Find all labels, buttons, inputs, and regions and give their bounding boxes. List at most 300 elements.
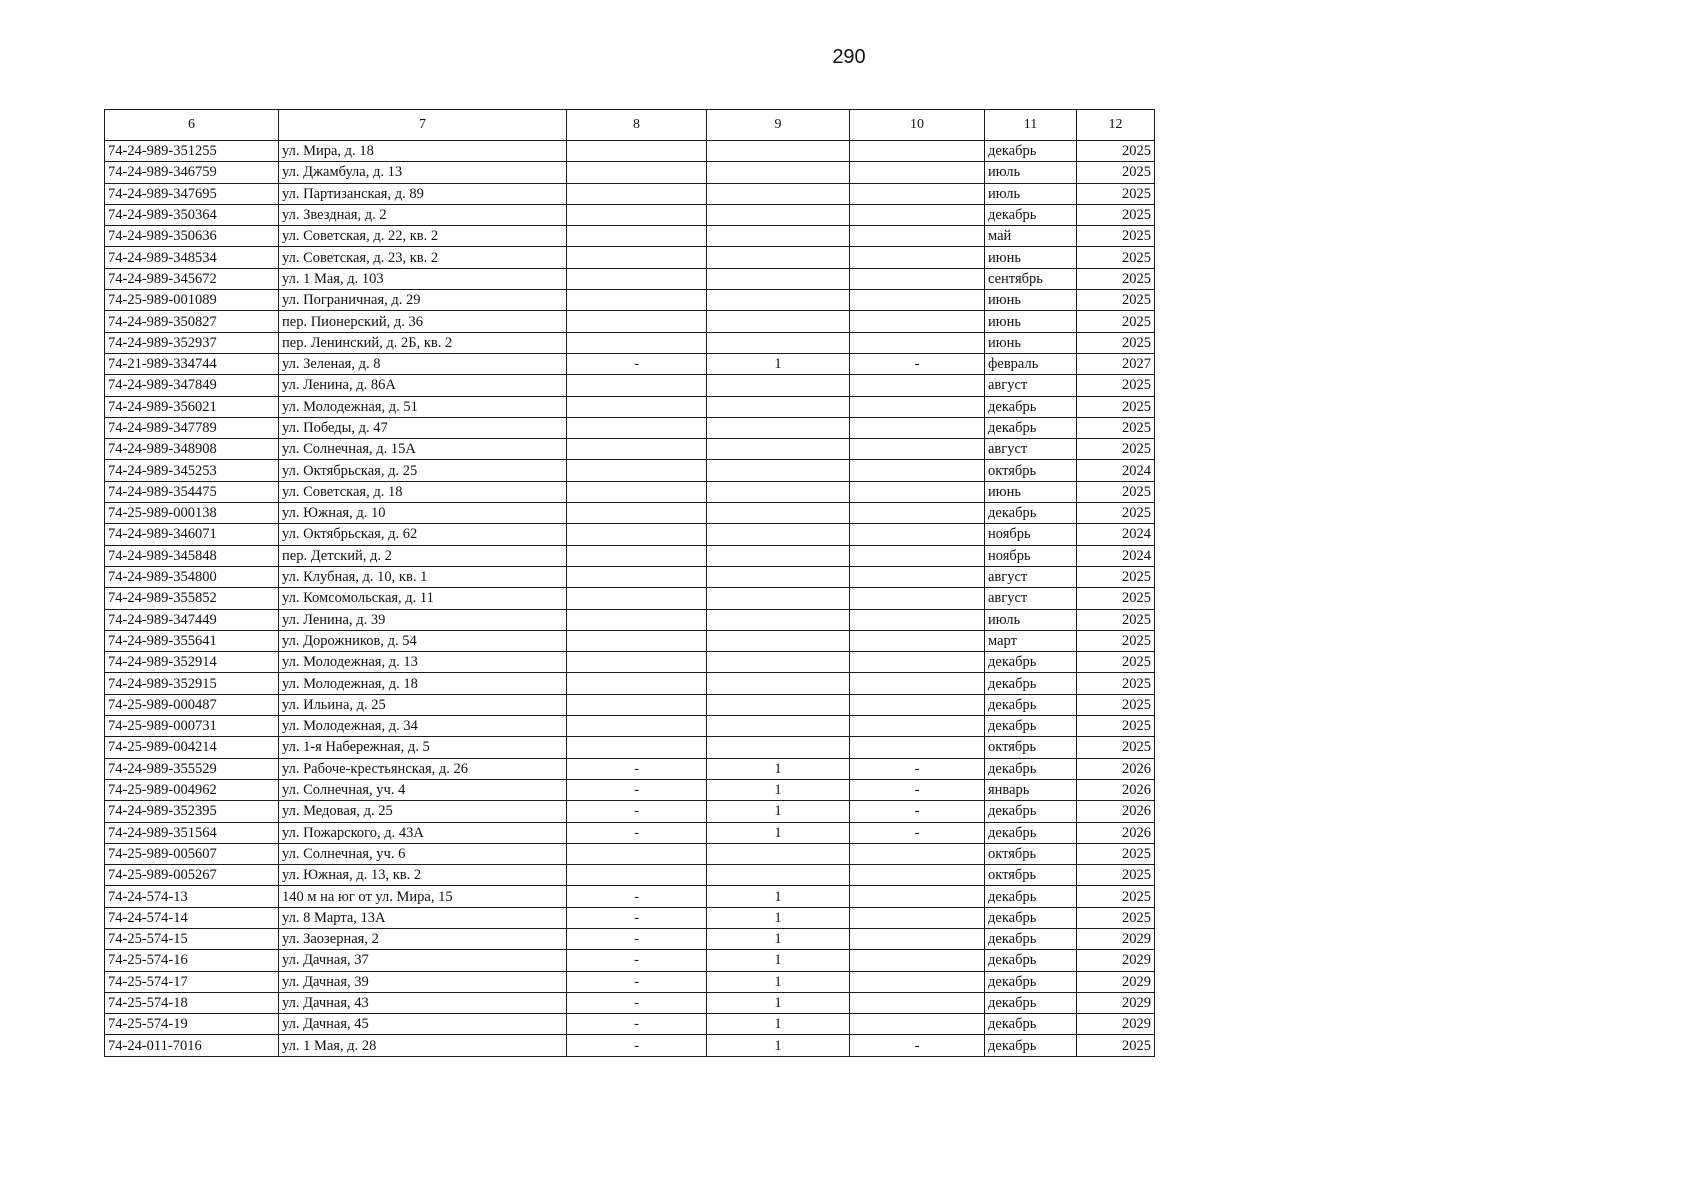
column-9-cell bbox=[707, 503, 850, 524]
cadastral-number-cell: 74-24-989-354800 bbox=[105, 566, 279, 587]
cadastral-number-cell: 74-25-989-000731 bbox=[105, 716, 279, 737]
column-9-cell: 1 bbox=[707, 1035, 850, 1056]
column-9-cell bbox=[707, 843, 850, 864]
column-9-cell bbox=[707, 865, 850, 886]
address-cell: ул. Партизанская, д. 89 bbox=[279, 183, 567, 204]
column-10-cell bbox=[850, 524, 985, 545]
month-cell: октябрь bbox=[985, 843, 1077, 864]
cadastral-number-cell: 74-24-989-356021 bbox=[105, 396, 279, 417]
column-10-cell bbox=[850, 311, 985, 332]
column-8-cell bbox=[567, 417, 707, 438]
cadastral-number-cell: 74-24-989-347695 bbox=[105, 183, 279, 204]
table-row bbox=[105, 950, 1155, 971]
column-8-cell bbox=[567, 332, 707, 353]
month-cell: июль bbox=[985, 183, 1077, 204]
month-cell: декабрь bbox=[985, 204, 1077, 225]
month-cell: август bbox=[985, 588, 1077, 609]
column-9-cell: 1 bbox=[707, 353, 850, 374]
cadastral-number-cell: 74-24-989-345253 bbox=[105, 460, 279, 481]
cadastral-number-cell: 74-25-989-000138 bbox=[105, 503, 279, 524]
column-10-cell bbox=[850, 204, 985, 225]
column-8-cell: - bbox=[567, 992, 707, 1013]
year-cell: 2029 bbox=[1077, 971, 1155, 992]
month-cell: декабрь bbox=[985, 928, 1077, 949]
column-8-cell: - bbox=[567, 907, 707, 928]
column-10-cell bbox=[850, 652, 985, 673]
data-table bbox=[104, 109, 1155, 1057]
column-8-cell: - bbox=[567, 779, 707, 800]
address-cell: ул. Рабоче-крестьянская, д. 26 bbox=[279, 758, 567, 779]
column-9-cell bbox=[707, 481, 850, 502]
cadastral-number-cell: 74-24-989-347449 bbox=[105, 609, 279, 630]
address-cell: ул. Комсомольская, д. 11 bbox=[279, 588, 567, 609]
column-9-cell bbox=[707, 396, 850, 417]
column-8-cell bbox=[567, 737, 707, 758]
cadastral-number-cell: 74-25-574-17 bbox=[105, 971, 279, 992]
column-8-cell bbox=[567, 204, 707, 225]
column-9-cell bbox=[707, 566, 850, 587]
cadastral-number-cell: 74-24-989-355852 bbox=[105, 588, 279, 609]
cadastral-number-cell: 74-25-574-19 bbox=[105, 1014, 279, 1035]
year-cell: 2025 bbox=[1077, 886, 1155, 907]
column-8-cell: - bbox=[567, 971, 707, 992]
table-row bbox=[105, 439, 1155, 460]
month-cell: декабрь bbox=[985, 694, 1077, 715]
cadastral-number-cell: 74-24-574-13 bbox=[105, 886, 279, 907]
year-cell: 2026 bbox=[1077, 822, 1155, 843]
table-row bbox=[105, 928, 1155, 949]
year-cell: 2025 bbox=[1077, 566, 1155, 587]
month-cell: декабрь bbox=[985, 503, 1077, 524]
table-row bbox=[105, 566, 1155, 587]
address-cell: ул. Южная, д. 10 bbox=[279, 503, 567, 524]
year-cell: 2025 bbox=[1077, 843, 1155, 864]
address-cell: ул. Победы, д. 47 bbox=[279, 417, 567, 438]
address-cell: ул. Ильина, д. 25 bbox=[279, 694, 567, 715]
table-row bbox=[105, 183, 1155, 204]
address-cell: ул. Звездная, д. 2 bbox=[279, 204, 567, 225]
header-row bbox=[105, 110, 1155, 141]
column-header: 10 bbox=[850, 110, 985, 141]
table-row bbox=[105, 460, 1155, 481]
column-header: 7 bbox=[279, 110, 567, 141]
address-cell: ул. Октябрьская, д. 25 bbox=[279, 460, 567, 481]
month-cell: декабрь bbox=[985, 652, 1077, 673]
cadastral-number-cell: 74-25-989-004962 bbox=[105, 779, 279, 800]
table-row bbox=[105, 886, 1155, 907]
column-8-cell: - bbox=[567, 353, 707, 374]
column-10-cell bbox=[850, 183, 985, 204]
column-9-cell bbox=[707, 652, 850, 673]
column-9-cell: 1 bbox=[707, 801, 850, 822]
month-cell: декабрь bbox=[985, 141, 1077, 162]
year-cell: 2025 bbox=[1077, 716, 1155, 737]
column-10-cell: - bbox=[850, 801, 985, 822]
table-row bbox=[105, 417, 1155, 438]
table-row bbox=[105, 907, 1155, 928]
column-10-cell bbox=[850, 588, 985, 609]
month-cell: декабрь bbox=[985, 950, 1077, 971]
column-9-cell bbox=[707, 268, 850, 289]
year-cell: 2025 bbox=[1077, 652, 1155, 673]
address-cell: ул. Молодежная, д. 18 bbox=[279, 673, 567, 694]
month-cell: декабрь bbox=[985, 971, 1077, 992]
address-cell: ул. 1 Мая, д. 103 bbox=[279, 268, 567, 289]
column-10-cell bbox=[850, 268, 985, 289]
cadastral-number-cell: 74-24-574-14 bbox=[105, 907, 279, 928]
year-cell: 2025 bbox=[1077, 311, 1155, 332]
column-9-cell: 1 bbox=[707, 758, 850, 779]
cadastral-number-cell: 74-24-989-348534 bbox=[105, 247, 279, 268]
column-8-cell: - bbox=[567, 950, 707, 971]
column-10-cell bbox=[850, 439, 985, 460]
month-cell: декабрь bbox=[985, 886, 1077, 907]
year-cell: 2025 bbox=[1077, 694, 1155, 715]
column-8-cell: - bbox=[567, 928, 707, 949]
cadastral-number-cell: 74-25-989-005267 bbox=[105, 865, 279, 886]
month-cell: декабрь bbox=[985, 758, 1077, 779]
column-10-cell: - bbox=[850, 758, 985, 779]
column-header: 6 bbox=[105, 110, 279, 141]
month-cell: октябрь bbox=[985, 865, 1077, 886]
table-row bbox=[105, 268, 1155, 289]
address-cell: пер. Ленинский, д. 2Б, кв. 2 bbox=[279, 332, 567, 353]
table-row bbox=[105, 652, 1155, 673]
column-8-cell bbox=[567, 865, 707, 886]
table-row bbox=[105, 865, 1155, 886]
column-10-cell bbox=[850, 865, 985, 886]
table-row bbox=[105, 822, 1155, 843]
cadastral-number-cell: 74-25-989-004214 bbox=[105, 737, 279, 758]
month-cell: февраль bbox=[985, 353, 1077, 374]
year-cell: 2025 bbox=[1077, 162, 1155, 183]
column-9-cell bbox=[707, 183, 850, 204]
column-10-cell bbox=[850, 1014, 985, 1035]
column-10-cell: - bbox=[850, 353, 985, 374]
cadastral-number-cell: 74-24-989-352915 bbox=[105, 673, 279, 694]
year-cell: 2025 bbox=[1077, 737, 1155, 758]
address-cell: ул. Молодежная, д. 51 bbox=[279, 396, 567, 417]
column-9-cell bbox=[707, 737, 850, 758]
column-8-cell bbox=[567, 268, 707, 289]
address-cell: ул. Дачная, 39 bbox=[279, 971, 567, 992]
year-cell: 2025 bbox=[1077, 226, 1155, 247]
address-cell: ул. 1-я Набережная, д. 5 bbox=[279, 737, 567, 758]
year-cell: 2025 bbox=[1077, 673, 1155, 694]
table-row bbox=[105, 971, 1155, 992]
column-8-cell bbox=[567, 141, 707, 162]
column-header: 12 bbox=[1077, 110, 1155, 141]
table-row bbox=[105, 737, 1155, 758]
month-cell: декабрь bbox=[985, 907, 1077, 928]
column-8-cell bbox=[567, 694, 707, 715]
month-cell: декабрь bbox=[985, 992, 1077, 1013]
column-10-cell bbox=[850, 162, 985, 183]
month-cell: декабрь bbox=[985, 396, 1077, 417]
cadastral-number-cell: 74-25-574-16 bbox=[105, 950, 279, 971]
month-cell: декабрь bbox=[985, 1014, 1077, 1035]
address-cell: ул. Ленина, д. 39 bbox=[279, 609, 567, 630]
table-row bbox=[105, 481, 1155, 502]
table-row bbox=[105, 204, 1155, 225]
column-9-cell bbox=[707, 162, 850, 183]
cadastral-number-cell: 74-24-989-345848 bbox=[105, 545, 279, 566]
column-10-cell bbox=[850, 971, 985, 992]
month-cell: декабрь bbox=[985, 822, 1077, 843]
column-8-cell: - bbox=[567, 758, 707, 779]
column-8-cell bbox=[567, 609, 707, 630]
column-10-cell bbox=[850, 226, 985, 247]
year-cell: 2025 bbox=[1077, 141, 1155, 162]
address-cell: ул. Пограничная, д. 29 bbox=[279, 290, 567, 311]
address-cell: ул. 8 Марта, 13А bbox=[279, 907, 567, 928]
year-cell: 2025 bbox=[1077, 183, 1155, 204]
column-9-cell: 1 bbox=[707, 1014, 850, 1035]
address-cell: ул. Медовая, д. 25 bbox=[279, 801, 567, 822]
year-cell: 2026 bbox=[1077, 758, 1155, 779]
table-row bbox=[105, 843, 1155, 864]
column-10-cell bbox=[850, 928, 985, 949]
address-cell: ул. Солнечная, д. 15А bbox=[279, 439, 567, 460]
column-8-cell bbox=[567, 396, 707, 417]
cadastral-number-cell: 74-24-989-354475 bbox=[105, 481, 279, 502]
year-cell: 2026 bbox=[1077, 779, 1155, 800]
column-8-cell: - bbox=[567, 886, 707, 907]
column-10-cell bbox=[850, 843, 985, 864]
column-9-cell: 1 bbox=[707, 907, 850, 928]
column-10-cell bbox=[850, 417, 985, 438]
table-row bbox=[105, 694, 1155, 715]
column-9-cell bbox=[707, 524, 850, 545]
month-cell: декабрь bbox=[985, 801, 1077, 822]
address-cell: ул. Дорожников, д. 54 bbox=[279, 630, 567, 651]
table-row bbox=[105, 247, 1155, 268]
year-cell: 2025 bbox=[1077, 247, 1155, 268]
year-cell: 2025 bbox=[1077, 439, 1155, 460]
year-cell: 2025 bbox=[1077, 907, 1155, 928]
column-10-cell bbox=[850, 694, 985, 715]
address-cell: 140 м на юг от ул. Мира, 15 bbox=[279, 886, 567, 907]
address-cell: ул. Ленина, д. 86А bbox=[279, 375, 567, 396]
column-9-cell bbox=[707, 290, 850, 311]
column-8-cell: - bbox=[567, 1014, 707, 1035]
table-row bbox=[105, 588, 1155, 609]
year-cell: 2025 bbox=[1077, 396, 1155, 417]
address-cell: ул. Пожарского, д. 43А bbox=[279, 822, 567, 843]
column-10-cell bbox=[850, 673, 985, 694]
column-9-cell bbox=[707, 311, 850, 332]
year-cell: 2024 bbox=[1077, 460, 1155, 481]
month-cell: июнь bbox=[985, 247, 1077, 268]
month-cell: октябрь bbox=[985, 460, 1077, 481]
column-10-cell bbox=[850, 950, 985, 971]
year-cell: 2024 bbox=[1077, 545, 1155, 566]
table-row bbox=[105, 290, 1155, 311]
cadastral-number-cell: 74-24-989-351564 bbox=[105, 822, 279, 843]
address-cell: ул. Дачная, 45 bbox=[279, 1014, 567, 1035]
year-cell: 2025 bbox=[1077, 204, 1155, 225]
month-cell: июнь bbox=[985, 311, 1077, 332]
column-9-cell: 1 bbox=[707, 779, 850, 800]
month-cell: сентябрь bbox=[985, 268, 1077, 289]
table-row bbox=[105, 1014, 1155, 1035]
column-10-cell bbox=[850, 396, 985, 417]
cadastral-number-cell: 74-24-989-348908 bbox=[105, 439, 279, 460]
month-cell: май bbox=[985, 226, 1077, 247]
column-header: 11 bbox=[985, 110, 1077, 141]
cadastral-number-cell: 74-24-989-355529 bbox=[105, 758, 279, 779]
table-row bbox=[105, 609, 1155, 630]
column-8-cell: - bbox=[567, 1035, 707, 1056]
cadastral-number-cell: 74-24-989-350827 bbox=[105, 311, 279, 332]
address-cell: ул. Молодежная, д. 34 bbox=[279, 716, 567, 737]
column-10-cell bbox=[850, 247, 985, 268]
cadastral-number-cell: 74-24-989-352937 bbox=[105, 332, 279, 353]
table-row bbox=[105, 226, 1155, 247]
column-header: 9 bbox=[707, 110, 850, 141]
address-cell: ул. Дачная, 37 bbox=[279, 950, 567, 971]
column-10-cell bbox=[850, 481, 985, 502]
year-cell: 2025 bbox=[1077, 630, 1155, 651]
month-cell: декабрь bbox=[985, 417, 1077, 438]
column-8-cell bbox=[567, 460, 707, 481]
year-cell: 2025 bbox=[1077, 268, 1155, 289]
year-cell: 2027 bbox=[1077, 353, 1155, 374]
column-9-cell: 1 bbox=[707, 928, 850, 949]
table-row bbox=[105, 630, 1155, 651]
month-cell: июль bbox=[985, 609, 1077, 630]
table-row bbox=[105, 162, 1155, 183]
address-cell: ул. Дачная, 43 bbox=[279, 992, 567, 1013]
cadastral-number-cell: 74-25-989-001089 bbox=[105, 290, 279, 311]
address-cell: ул. Советская, д. 18 bbox=[279, 481, 567, 502]
column-8-cell bbox=[567, 673, 707, 694]
column-10-cell bbox=[850, 375, 985, 396]
cadastral-number-cell: 74-25-574-15 bbox=[105, 928, 279, 949]
column-8-cell bbox=[567, 843, 707, 864]
cadastral-number-cell: 74-24-989-347849 bbox=[105, 375, 279, 396]
column-8-cell bbox=[567, 375, 707, 396]
column-8-cell bbox=[567, 566, 707, 587]
column-8-cell bbox=[567, 630, 707, 651]
column-9-cell bbox=[707, 716, 850, 737]
table-row bbox=[105, 375, 1155, 396]
column-9-cell bbox=[707, 460, 850, 481]
address-cell: ул. Джамбула, д. 13 bbox=[279, 162, 567, 183]
column-9-cell: 1 bbox=[707, 992, 850, 1013]
cadastral-number-cell: 74-24-989-345672 bbox=[105, 268, 279, 289]
cadastral-number-cell: 74-24-989-346071 bbox=[105, 524, 279, 545]
column-8-cell bbox=[567, 226, 707, 247]
address-cell: ул. Южная, д. 13, кв. 2 bbox=[279, 865, 567, 886]
table-row bbox=[105, 503, 1155, 524]
cadastral-number-cell: 74-24-989-346759 bbox=[105, 162, 279, 183]
address-cell: ул. Зеленая, д. 8 bbox=[279, 353, 567, 374]
year-cell: 2025 bbox=[1077, 1035, 1155, 1056]
month-cell: ноябрь bbox=[985, 545, 1077, 566]
address-cell: ул. Советская, д. 23, кв. 2 bbox=[279, 247, 567, 268]
column-8-cell bbox=[567, 524, 707, 545]
column-8-cell bbox=[567, 311, 707, 332]
address-cell: ул. Молодежная, д. 13 bbox=[279, 652, 567, 673]
column-9-cell bbox=[707, 375, 850, 396]
column-8-cell bbox=[567, 652, 707, 673]
column-9-cell bbox=[707, 694, 850, 715]
cadastral-number-cell: 74-25-989-005607 bbox=[105, 843, 279, 864]
year-cell: 2026 bbox=[1077, 801, 1155, 822]
column-8-cell bbox=[567, 481, 707, 502]
cadastral-number-cell: 74-24-989-352914 bbox=[105, 652, 279, 673]
column-header: 8 bbox=[567, 110, 707, 141]
column-9-cell bbox=[707, 417, 850, 438]
column-8-cell bbox=[567, 716, 707, 737]
column-8-cell bbox=[567, 545, 707, 566]
column-9-cell bbox=[707, 673, 850, 694]
column-8-cell: - bbox=[567, 822, 707, 843]
address-cell: ул. Мира, д. 18 bbox=[279, 141, 567, 162]
column-10-cell bbox=[850, 290, 985, 311]
year-cell: 2025 bbox=[1077, 417, 1155, 438]
month-cell: январь bbox=[985, 779, 1077, 800]
table-row bbox=[105, 545, 1155, 566]
month-cell: ноябрь bbox=[985, 524, 1077, 545]
cadastral-number-cell: 74-24-989-352395 bbox=[105, 801, 279, 822]
month-cell: октябрь bbox=[985, 737, 1077, 758]
cadastral-number-cell: 74-25-989-000487 bbox=[105, 694, 279, 715]
table-row bbox=[105, 779, 1155, 800]
month-cell: август bbox=[985, 439, 1077, 460]
column-8-cell bbox=[567, 183, 707, 204]
cadastral-number-cell: 74-24-011-7016 bbox=[105, 1035, 279, 1056]
address-cell: пер. Детский, д. 2 bbox=[279, 545, 567, 566]
table-row bbox=[105, 716, 1155, 737]
month-cell: август bbox=[985, 566, 1077, 587]
column-8-cell bbox=[567, 290, 707, 311]
column-10-cell bbox=[850, 907, 985, 928]
column-10-cell bbox=[850, 609, 985, 630]
year-cell: 2025 bbox=[1077, 609, 1155, 630]
table-row bbox=[105, 396, 1155, 417]
table-row bbox=[105, 758, 1155, 779]
year-cell: 2025 bbox=[1077, 481, 1155, 502]
cadastral-number-cell: 74-25-574-18 bbox=[105, 992, 279, 1013]
column-10-cell bbox=[850, 503, 985, 524]
month-cell: июль bbox=[985, 162, 1077, 183]
address-cell: пер. Пионерский, д. 36 bbox=[279, 311, 567, 332]
column-9-cell bbox=[707, 630, 850, 651]
column-8-cell bbox=[567, 503, 707, 524]
table-body bbox=[105, 141, 1155, 1057]
column-9-cell bbox=[707, 588, 850, 609]
column-8-cell bbox=[567, 162, 707, 183]
column-9-cell bbox=[707, 247, 850, 268]
page-number: 290 bbox=[832, 46, 866, 68]
column-9-cell bbox=[707, 545, 850, 566]
year-cell: 2029 bbox=[1077, 992, 1155, 1013]
year-cell: 2029 bbox=[1077, 1014, 1155, 1035]
year-cell: 2029 bbox=[1077, 928, 1155, 949]
month-cell: декабрь bbox=[985, 716, 1077, 737]
column-8-cell: - bbox=[567, 801, 707, 822]
column-8-cell bbox=[567, 439, 707, 460]
cadastral-number-cell: 74-21-989-334744 bbox=[105, 353, 279, 374]
month-cell: декабрь bbox=[985, 673, 1077, 694]
column-9-cell: 1 bbox=[707, 971, 850, 992]
month-cell: декабрь bbox=[985, 1035, 1077, 1056]
column-9-cell bbox=[707, 332, 850, 353]
column-9-cell: 1 bbox=[707, 822, 850, 843]
table-row bbox=[105, 801, 1155, 822]
